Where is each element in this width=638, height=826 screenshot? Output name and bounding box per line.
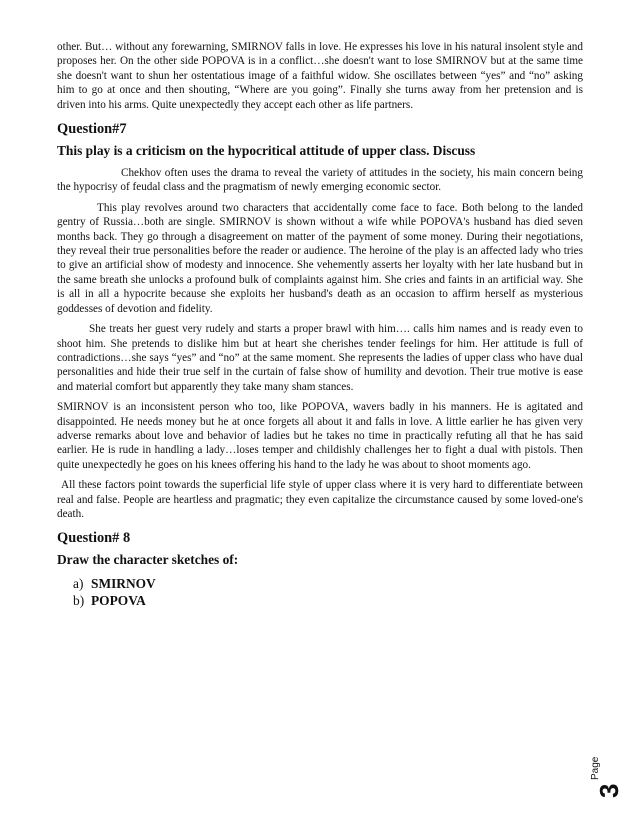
list-marker: b)	[73, 593, 85, 609]
answer-paragraph-popova: She treats her guest very rudely and starts a proper brawl with him…. calls him names and is ready even to shoot him. She pretends to dislike him but at heart she cherishes tender feelings for him. Her attitude is full of contradictions…she says “yes” and “no” at the same moment. She represents the ladies of upper class who have dual personalities and hide their true self in the curtain of false show of humility and devotion. Their true motive is ease and material comfort but apparently they take many sham stances.	[57, 323, 583, 393]
character-list	[73, 575, 583, 609]
page-number: 3	[594, 783, 624, 798]
answer-paragraph-smirnov: SMIRNOV is an inconsistent person who too, like POPOVA, wavers badly in his manners. He is agitated and disappointed. He needs money but he at once forgets all about it and falls in love. A little earlier he has given very adverse remarks about love and behavior of ladies but he takes no time in practically refuting all that he has said earlier. He is rude in handling a lady…loses temper and childishly challenges her to fight a dual with pistols. Then quite unexpectedly he goes on his knees offering his hand to the lady he was about to shoot moments ago.	[57, 401, 583, 471]
list-marker: a)	[73, 576, 84, 592]
list-item	[73, 575, 583, 592]
character-name: POPOVA	[91, 593, 146, 609]
page-label: Page	[590, 756, 601, 780]
question-8-heading: Question# 8	[57, 530, 131, 547]
question-7-prompt: This play is a criticism on the hypocritical attitude of upper class. Discuss	[57, 143, 476, 159]
answer-paragraph-intro: Chekhov often uses the drama to reveal the variety of attitudes in the society, his main concern being the hypocrisy of feudal class and the pragmatism of newly emerging economic sector.	[57, 167, 583, 194]
paragraph-continuation: other. But… without any forewarning, SMIRNOV falls in love. He expresses his love in his natural insolent style and proposes her. On the other side POPOVA is in a conflict…she doesn't want to lose SMIRNOV but at the same time she doesn't want to shun her ostentatious image of a faithful widow. She oscillates between “yes” and “no” asking him to go at once and then shouting, “Where are you going”. Finally she turns away from her pretension and is driven into his arms. Quite unexpectedly they accept each other as life partners.	[57, 41, 583, 111]
question-7-heading: Question#7	[57, 121, 127, 138]
page-content	[57, 40, 583, 609]
list-item	[73, 592, 583, 609]
question-8-prompt: Draw the character sketches of:	[57, 552, 239, 568]
character-name: SMIRNOV	[91, 576, 156, 592]
page-number-block	[590, 728, 634, 808]
answer-paragraph-characters: This play revolves around two characters that accidentally come face to face. Both belong to the landed gentry of Russia…both are single. SMIRNOV is shown without a wife while POPOVA's husband has died seven months back. They go through a disagreement on matter of the payment of some money. During their negotiations, they reveal their true personalities before the reader or audience. The heroine of the play is an affected lady who tries to give an artificial show of modesty and innocence. She vehemently asserts her loyalty with her late husband but in the same breath she unlocks a profound bulk of complaints against him. She cries and faints in an artificial way. She is all in all a hypocrite because she exploits her husband's death as an occasion to affirm herself as mysterious goddesses of devotion and fidelity.	[57, 201, 583, 315]
answer-paragraph-conclusion: All these factors point towards the superficial life style of upper class where it is very hard to differentiate between real and false. People are heartless and pragmatic; they even capitalize the circumstance caused by some loved-one's death.	[57, 479, 583, 520]
